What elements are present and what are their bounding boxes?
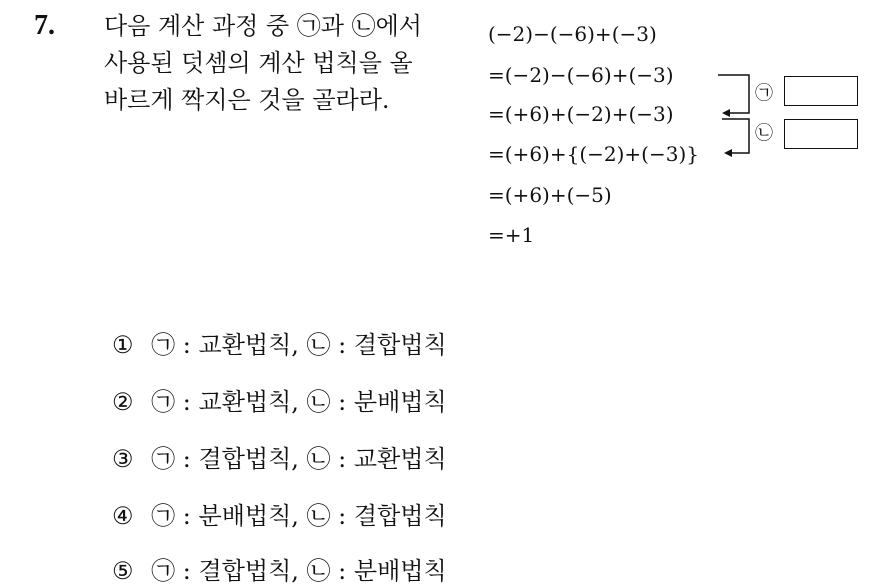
answer-box-first[interactable] (784, 76, 858, 106)
choice-law-b: : 교환법칙 (338, 445, 447, 473)
choice-number: ② (112, 388, 134, 416)
choice-law-b: : 결합법칙 (338, 331, 447, 359)
bracket-arrow-first (718, 75, 749, 113)
choice-law-a: : 결합법칙, (182, 557, 299, 585)
calc-step: =(+6)+{(−2)+(−3)} (488, 142, 699, 166)
choice-law-a: : 분배법칙, (182, 502, 299, 530)
calc-step: =(+6)+(−5) (488, 183, 612, 207)
choice-number: ⑤ (112, 557, 134, 585)
choice-mark-b: ㉡ (306, 445, 331, 473)
choice-number: ④ (112, 502, 134, 530)
choice-1[interactable] (112, 330, 447, 360)
choice-2[interactable] (112, 387, 447, 417)
choice-3[interactable] (112, 444, 447, 474)
stem-line: 바르게 짝지은 것을 골라라. (104, 86, 390, 114)
stem-line: 다음 계산 과정 중 ㉠과 ㉡에서 (104, 12, 422, 40)
choice-mark-a: ㉠ (151, 331, 176, 359)
arrowhead-second (724, 149, 732, 157)
calc-step: =(−2)−(−6)+(−3) (488, 63, 674, 87)
tag-second: ㉡ (755, 123, 773, 144)
choice-law-b: : 분배법칙 (338, 388, 447, 416)
choice-number: ① (112, 331, 134, 359)
choice-5[interactable] (112, 556, 447, 586)
choice-mark-a: ㉠ (151, 557, 176, 585)
choice-mark-b: ㉡ (306, 502, 331, 530)
choice-mark-a: ㉠ (151, 502, 176, 530)
choice-4[interactable] (112, 501, 447, 531)
tag-first: ㉠ (755, 83, 773, 104)
choice-mark-a: ㉠ (151, 445, 176, 473)
stem-line: 사용된 덧셈의 계산 법칙을 올 (104, 49, 413, 77)
answer-box-second[interactable] (784, 119, 858, 149)
choice-mark-b: ㉡ (306, 331, 331, 359)
question-number: 7. (34, 10, 55, 41)
arrowhead-first (722, 109, 730, 117)
choice-number: ③ (112, 445, 134, 473)
choice-law-a: : 교환법칙, (182, 388, 299, 416)
choice-mark-a: ㉠ (151, 388, 176, 416)
calc-step: =+1 (488, 223, 535, 247)
choice-law-a: : 결합법칙, (182, 445, 299, 473)
calc-step: =(+6)+(−2)+(−3) (488, 102, 674, 126)
choice-mark-b: ㉡ (306, 388, 331, 416)
calc-step: (−2)−(−6)+(−3) (488, 22, 657, 46)
bracket-arrow-second (722, 119, 749, 153)
choice-law-b: : 분배법칙 (338, 557, 447, 585)
choice-law-a: : 교환법칙, (182, 331, 299, 359)
choice-law-b: : 결합법칙 (338, 502, 447, 530)
choice-mark-b: ㉡ (306, 557, 331, 585)
